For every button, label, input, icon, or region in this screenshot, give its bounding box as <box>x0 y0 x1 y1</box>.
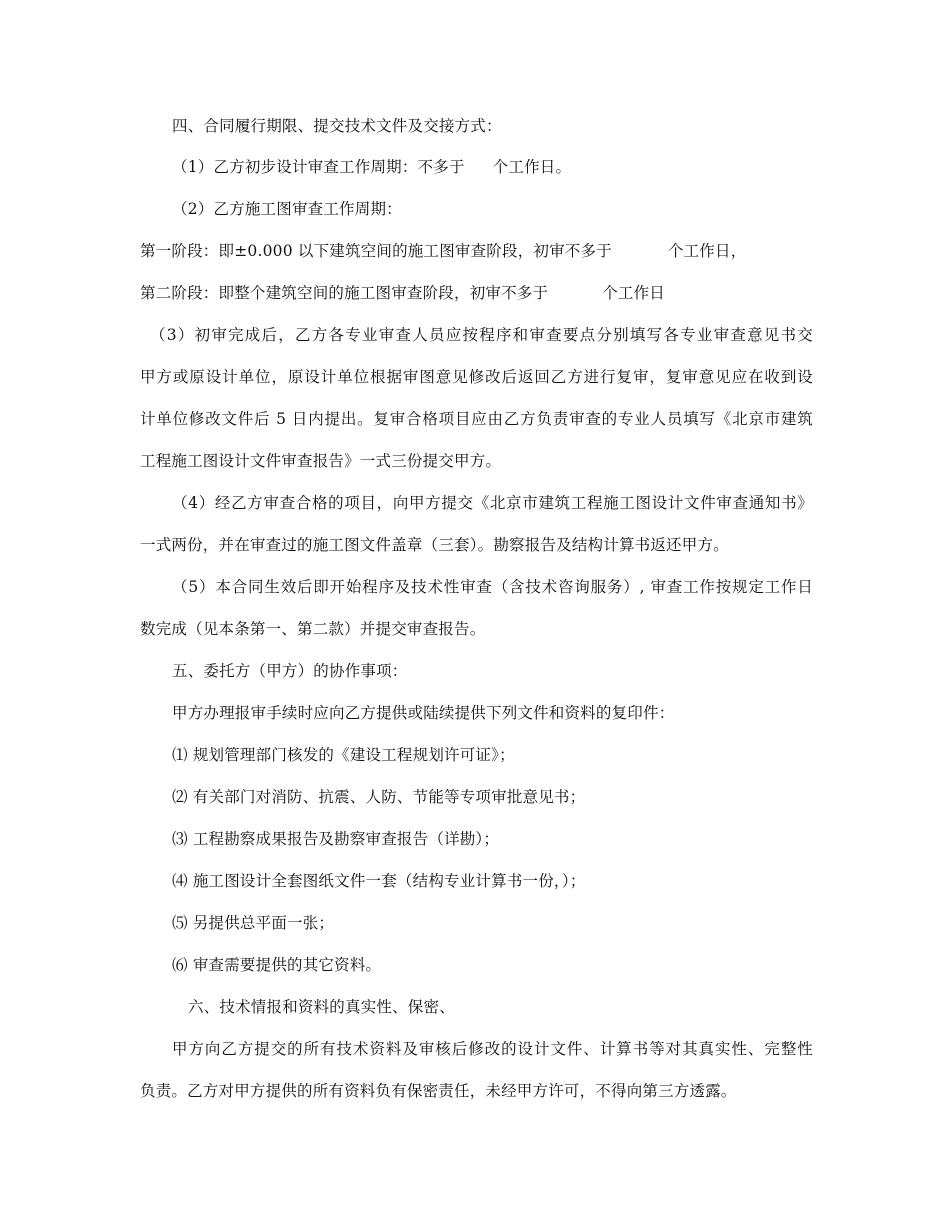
item-3-line-1: （3）初审完成后，乙方各专业审查人员应按程序和审查要点分别填写各专业审查意见书交 <box>150 326 813 344</box>
item-4-line-2: 一式两份，并在审查过的施工图文件盖章（三套）。勘察报告及结构计算书返还甲方。 <box>140 536 729 554</box>
item-5-line-1: （5）本合同生效后即开始程序及技术性审查（含技术咨询服务）, 审查工作按规定工作日 <box>172 578 813 596</box>
item-1-unit: 个工作日。 <box>492 158 572 176</box>
stage-2-text: 第二阶段：即整个建筑空间的施工图审查阶段，初审不多于 <box>140 284 549 302</box>
section-6-line-2: 负责。乙方对甲方提供的所有资料负有保密责任，未经甲方许可，不得向第三方透露。 <box>140 1082 737 1100</box>
stage-2-line <box>140 283 820 303</box>
section-4-item-1 <box>172 157 852 177</box>
section-5-intro: 甲方办理报审手续时应向乙方提供或陆续提供下列文件和资料的复印件： <box>172 704 675 722</box>
list-item: ⑵ 有关部门对消防、抗震、人防、节能等专项审批意见书； <box>172 788 586 806</box>
section-6-heading: 六、技术情报和资料的真实性、保密、 <box>188 998 455 1016</box>
list-item: ⑷ 施工图设计全套图纸文件一套（结构专业计算书一份，）； <box>172 872 586 890</box>
item-3-line-2: 甲方或原设计单位，原设计单位根据审图意见修改后返回乙方进行复审，复审意见应在收到设 <box>140 368 813 386</box>
stage-1-text: 第一阶段：即±0.000 以下建筑空间的施工图审查阶段，初审不多于 <box>140 242 612 260</box>
list-item: ⑶ 工程勘察成果报告及勘察审查报告（详勘）； <box>172 830 500 848</box>
section-4-item-2: （2）乙方施工图审查工作周期： <box>172 200 402 218</box>
stage-2-unit: 个工作日 <box>602 284 666 302</box>
section-4-heading: 四、合同履行期限、提交技术文件及交接方式： <box>172 117 502 135</box>
list-item: ⑴ 规划管理部门核发的《建设工程规划许可证》； <box>172 746 515 764</box>
item-3-line-4: 工程施工图设计文件审查报告》一式三份提交甲方。 <box>140 452 502 470</box>
stage-1-line <box>140 241 820 261</box>
item-3-line-3: 计单位修改文件后 5 日内提出。复审合格项目应由乙方负责审查的专业人员填写《北京市建筑 <box>140 410 813 428</box>
section-5-heading: 五、委托方（甲方）的协作事项： <box>172 662 408 680</box>
item-5-line-2: 数完成（见本条第一、第二款）并提交审查报告。 <box>140 620 486 638</box>
item-4-line-1: （4）经乙方审查合格的项目，向甲方提交《北京市建筑工程施工图设计文件审查通知书》 <box>172 494 813 512</box>
stage-1-unit: 个工作日， <box>667 242 747 260</box>
section-6-line-1: 甲方向乙方提交的所有技术资料及审核后修改的设计文件、计算书等对其真实性、完整性 <box>172 1040 813 1058</box>
list-item: ⑹ 审查需要提供的其它资料。 <box>172 956 382 974</box>
list-item: ⑸ 另提供总平面一张； <box>172 914 335 932</box>
item-1-text: （1）乙方初步设计审查工作周期：不多于 <box>172 158 465 176</box>
